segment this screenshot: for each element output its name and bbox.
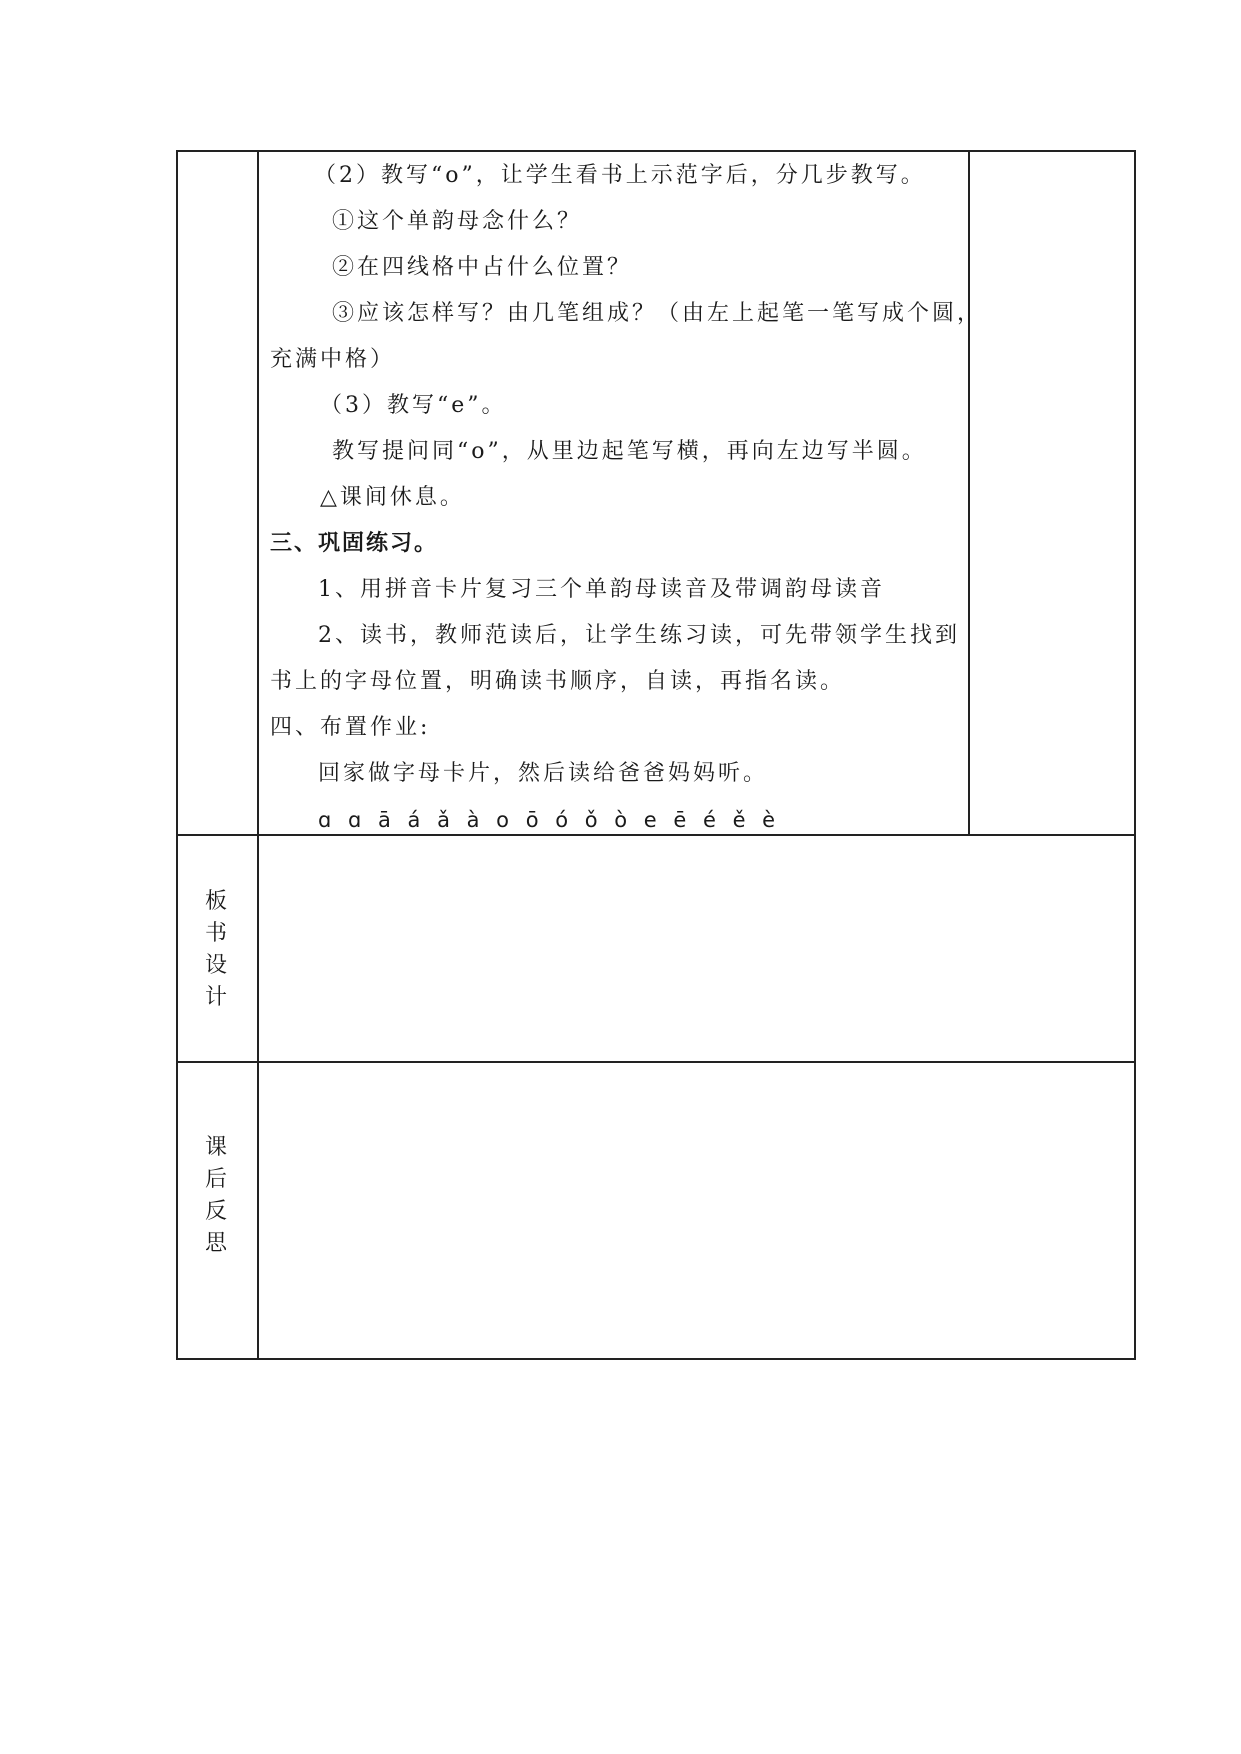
label-char: 反: [204, 1199, 227, 1224]
label-char: 板: [204, 889, 227, 914]
table-label-column-divider: [257, 150, 259, 1359]
body-line: ②在四线格中占什么位置？: [332, 255, 633, 280]
label-char: 后: [204, 1167, 227, 1192]
table-bottom-border: [176, 1358, 1136, 1360]
table-row-divider-2: [176, 1061, 1136, 1063]
body-line: △课间休息。: [320, 485, 465, 510]
section-heading: 四、布置作业:: [270, 715, 431, 740]
label-char: 书: [204, 921, 227, 946]
label-char: 设: [204, 953, 227, 978]
table-right-border: [1134, 150, 1136, 1359]
table-top-border: [176, 150, 1136, 152]
body-line: 充满中格）: [270, 347, 396, 372]
body-line: 2、读书，教师范读后，让学生练习读，可先带领学生找到: [318, 623, 960, 648]
label-char: 计: [204, 985, 227, 1010]
post-class-reflection-label: [176, 1132, 256, 1260]
body-line: （2）教写“o”，让学生看书上示范字后，分几步教写。: [314, 163, 926, 188]
section-heading: 三、巩固练习。: [270, 531, 439, 556]
blackboard-design-label: [176, 886, 256, 1014]
body-line: ①这个单韵母念什么？: [332, 209, 583, 234]
table-notes-column-divider: [968, 150, 970, 835]
pinyin-vowels-line: ɑ ɑ ā á ǎ à o ō ó ǒ ò e ē é ě è: [318, 808, 781, 832]
body-line: ③应该怎样写？由几笔组成？（由左上起笔一笔写成个圆，: [332, 301, 983, 326]
label-char: 思: [204, 1231, 227, 1256]
body-line: 教写提问同“o”，从里边起笔写横，再向左边写半圆。: [332, 439, 927, 464]
label-char: 课: [204, 1135, 227, 1160]
body-line: （3）教写“e”。: [320, 393, 507, 418]
body-line: 1、用拼音卡片复习三个单韵母读音及带调韵母读音: [318, 577, 885, 602]
body-line: 回家做字母卡片，然后读给爸爸妈妈听。: [318, 761, 769, 786]
body-line: 书上的字母位置，明确读书顺序，自读，再指名读。: [270, 669, 846, 694]
